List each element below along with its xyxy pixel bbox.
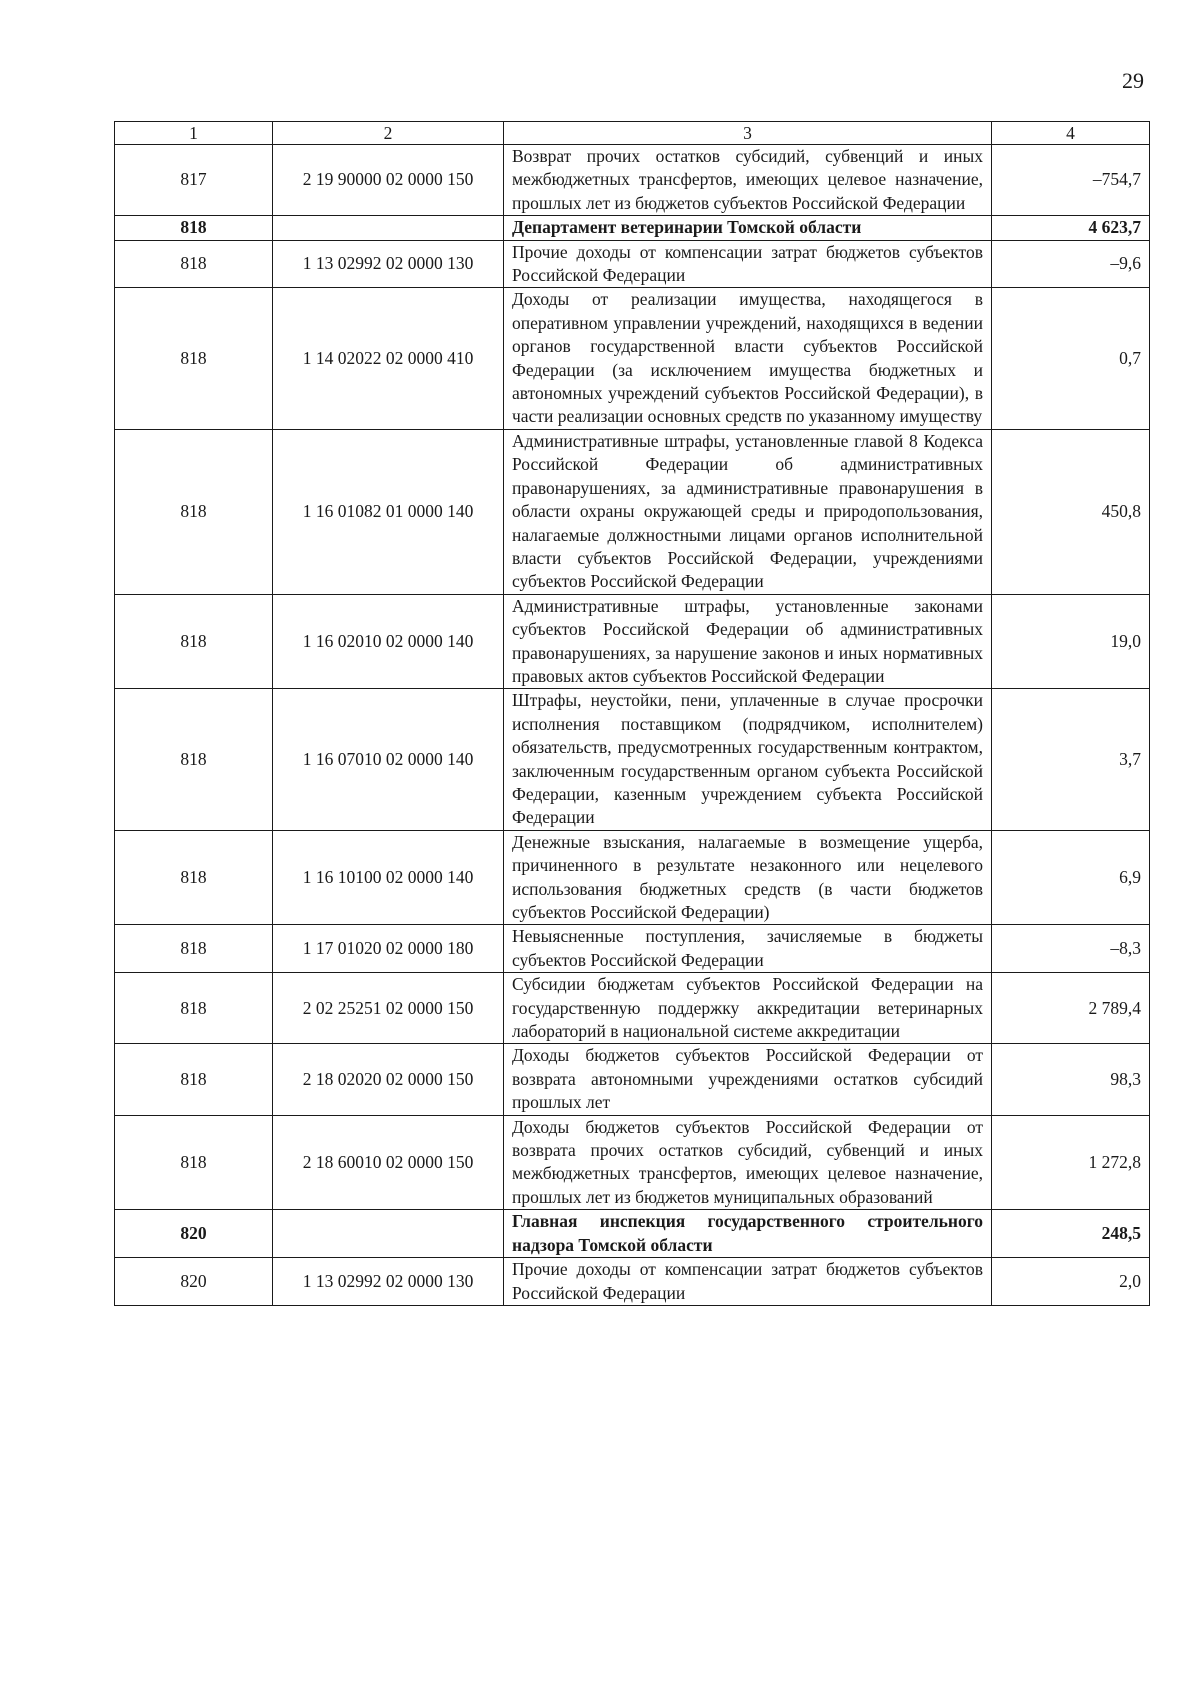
admin-code-cell: 818: [115, 1044, 273, 1115]
table-row-section: [115, 216, 1150, 240]
revenue-name-cell: Доходы от реализации имущества, находящегося в оперативном управлении учреждений, находящихся в ведении органов государственной власти субъектов Российской Федерации (за исключением имущества бюджетных и автономных учреждений субъектов Российской Федерации), в части реализации основных средств по указанному имуществу: [504, 288, 992, 429]
table-header-row: [115, 122, 1150, 145]
table-row: [115, 429, 1150, 594]
amount-cell: 0,7: [992, 288, 1150, 429]
table-row: [115, 689, 1150, 830]
page-number: 29: [1122, 68, 1144, 93]
revenue-code-cell: 1 16 01082 01 0000 140: [273, 429, 504, 594]
amount-cell: –8,3: [992, 925, 1150, 973]
revenue-name-cell: Штрафы, неустойки, пени, уплаченные в случае просрочки исполнения поставщиком (подрядчиком, исполнителем) обязательств, предусмотренных государственным контрактом, заключенным государственным органом субъекта Российской Федерации, казенным учреждением субъекта Российской Федерации: [504, 689, 992, 830]
table-row-section: [115, 1210, 1150, 1258]
amount-cell: 2,0: [992, 1258, 1150, 1306]
amount-cell: 248,5: [992, 1210, 1150, 1258]
table-row: [115, 925, 1150, 973]
table-row: [115, 1044, 1150, 1115]
revenue-code-cell: 1 13 02992 02 0000 130: [273, 240, 504, 288]
revenue-name-cell: Департамент ветеринарии Томской области: [504, 216, 992, 240]
amount-cell: –9,6: [992, 240, 1150, 288]
budget-table: [114, 121, 1150, 1306]
admin-code-cell: 818: [115, 594, 273, 689]
revenue-name-cell: Невыясненные поступления, зачисляемые в бюджеты субъектов Российской Федерации: [504, 925, 992, 973]
admin-code-cell: 818: [115, 240, 273, 288]
admin-code-cell: 818: [115, 689, 273, 830]
revenue-name-cell: Возврат прочих остатков субсидий, субвенций и иных межбюджетных трансфертов, имеющих целевое назначение, прошлых лет из бюджетов субъектов Российской Федерации: [504, 145, 992, 216]
revenue-name-cell: Прочие доходы от компенсации затрат бюджетов субъектов Российской Федерации: [504, 1258, 992, 1306]
admin-code-cell: 820: [115, 1210, 273, 1258]
admin-code-cell: 818: [115, 830, 273, 925]
table-body: [115, 145, 1150, 1306]
revenue-code-cell: 2 02 25251 02 0000 150: [273, 973, 504, 1044]
revenue-code-cell: 1 16 10100 02 0000 140: [273, 830, 504, 925]
amount-cell: –754,7: [992, 145, 1150, 216]
amount-cell: 4 623,7: [992, 216, 1150, 240]
admin-code-cell: 820: [115, 1258, 273, 1306]
table-row: [115, 240, 1150, 288]
revenue-name-cell: Доходы бюджетов субъектов Российской Федерации от возврата автономными учреждениями остатков субсидий прошлых лет: [504, 1044, 992, 1115]
admin-code-cell: 818: [115, 288, 273, 429]
revenue-code-cell: 2 18 60010 02 0000 150: [273, 1115, 504, 1210]
admin-code-cell: 818: [115, 429, 273, 594]
revenue-code-cell: 1 16 02010 02 0000 140: [273, 594, 504, 689]
amount-cell: 19,0: [992, 594, 1150, 689]
revenue-code-cell: 2 18 02020 02 0000 150: [273, 1044, 504, 1115]
amount-cell: 98,3: [992, 1044, 1150, 1115]
table-row: [115, 830, 1150, 925]
admin-code-cell: 818: [115, 925, 273, 973]
column-header: 1: [115, 122, 273, 145]
revenue-name-cell: Административные штрафы, установленные законами субъектов Российской Федерации об административных правонарушениях, за нарушение законов и иных нормативных правовых актов субъектов Российской Федерации: [504, 594, 992, 689]
revenue-code-cell: 1 14 02022 02 0000 410: [273, 288, 504, 429]
revenue-code-cell: [273, 1210, 504, 1258]
revenue-name-cell: Доходы бюджетов субъектов Российской Федерации от возврата прочих остатков субсидий, субвенций и иных межбюджетных трансфертов, имеющих целевое назначение, прошлых лет из бюджетов муниципальных образований: [504, 1115, 992, 1210]
revenue-code-cell: 1 16 07010 02 0000 140: [273, 689, 504, 830]
amount-cell: 3,7: [992, 689, 1150, 830]
table-row: [115, 1258, 1150, 1306]
revenue-name-cell: Субсидии бюджетам субъектов Российской Федерации на государственную поддержку аккредитации ветеринарных лабораторий в национальной системе аккредитации: [504, 973, 992, 1044]
revenue-name-cell: Главная инспекция государственного строительного надзора Томской области: [504, 1210, 992, 1258]
admin-code-cell: 817: [115, 145, 273, 216]
amount-cell: 1 272,8: [992, 1115, 1150, 1210]
revenue-code-cell: 1 13 02992 02 0000 130: [273, 1258, 504, 1306]
table-row: [115, 594, 1150, 689]
amount-cell: 6,9: [992, 830, 1150, 925]
table-row: [115, 145, 1150, 216]
revenue-code-cell: 2 19 90000 02 0000 150: [273, 145, 504, 216]
revenue-code-cell: 1 17 01020 02 0000 180: [273, 925, 504, 973]
table-row: [115, 1115, 1150, 1210]
column-header: 4: [992, 122, 1150, 145]
revenue-name-cell: Административные штрафы, установленные главой 8 Кодекса Российской Федерации об административных правонарушениях, за административные правонарушения в области охраны окружающей среды и природопользования, налагаемые должностными лицами органов исполнительной власти субъектов Российской Федерации, учреждениями субъектов Российской Федерации: [504, 429, 992, 594]
admin-code-cell: 818: [115, 973, 273, 1044]
column-header: 3: [504, 122, 992, 145]
revenue-name-cell: Денежные взыскания, налагаемые в возмещение ущерба, причиненного в результате незаконного или нецелевого использования бюджетных средств (в части бюджетов субъектов Российской Федерации): [504, 830, 992, 925]
amount-cell: 450,8: [992, 429, 1150, 594]
amount-cell: 2 789,4: [992, 973, 1150, 1044]
column-header: 2: [273, 122, 504, 145]
revenue-code-cell: [273, 216, 504, 240]
table-row: [115, 973, 1150, 1044]
revenue-name-cell: Прочие доходы от компенсации затрат бюджетов субъектов Российской Федерации: [504, 240, 992, 288]
table-row: [115, 288, 1150, 429]
admin-code-cell: 818: [115, 1115, 273, 1210]
admin-code-cell: 818: [115, 216, 273, 240]
